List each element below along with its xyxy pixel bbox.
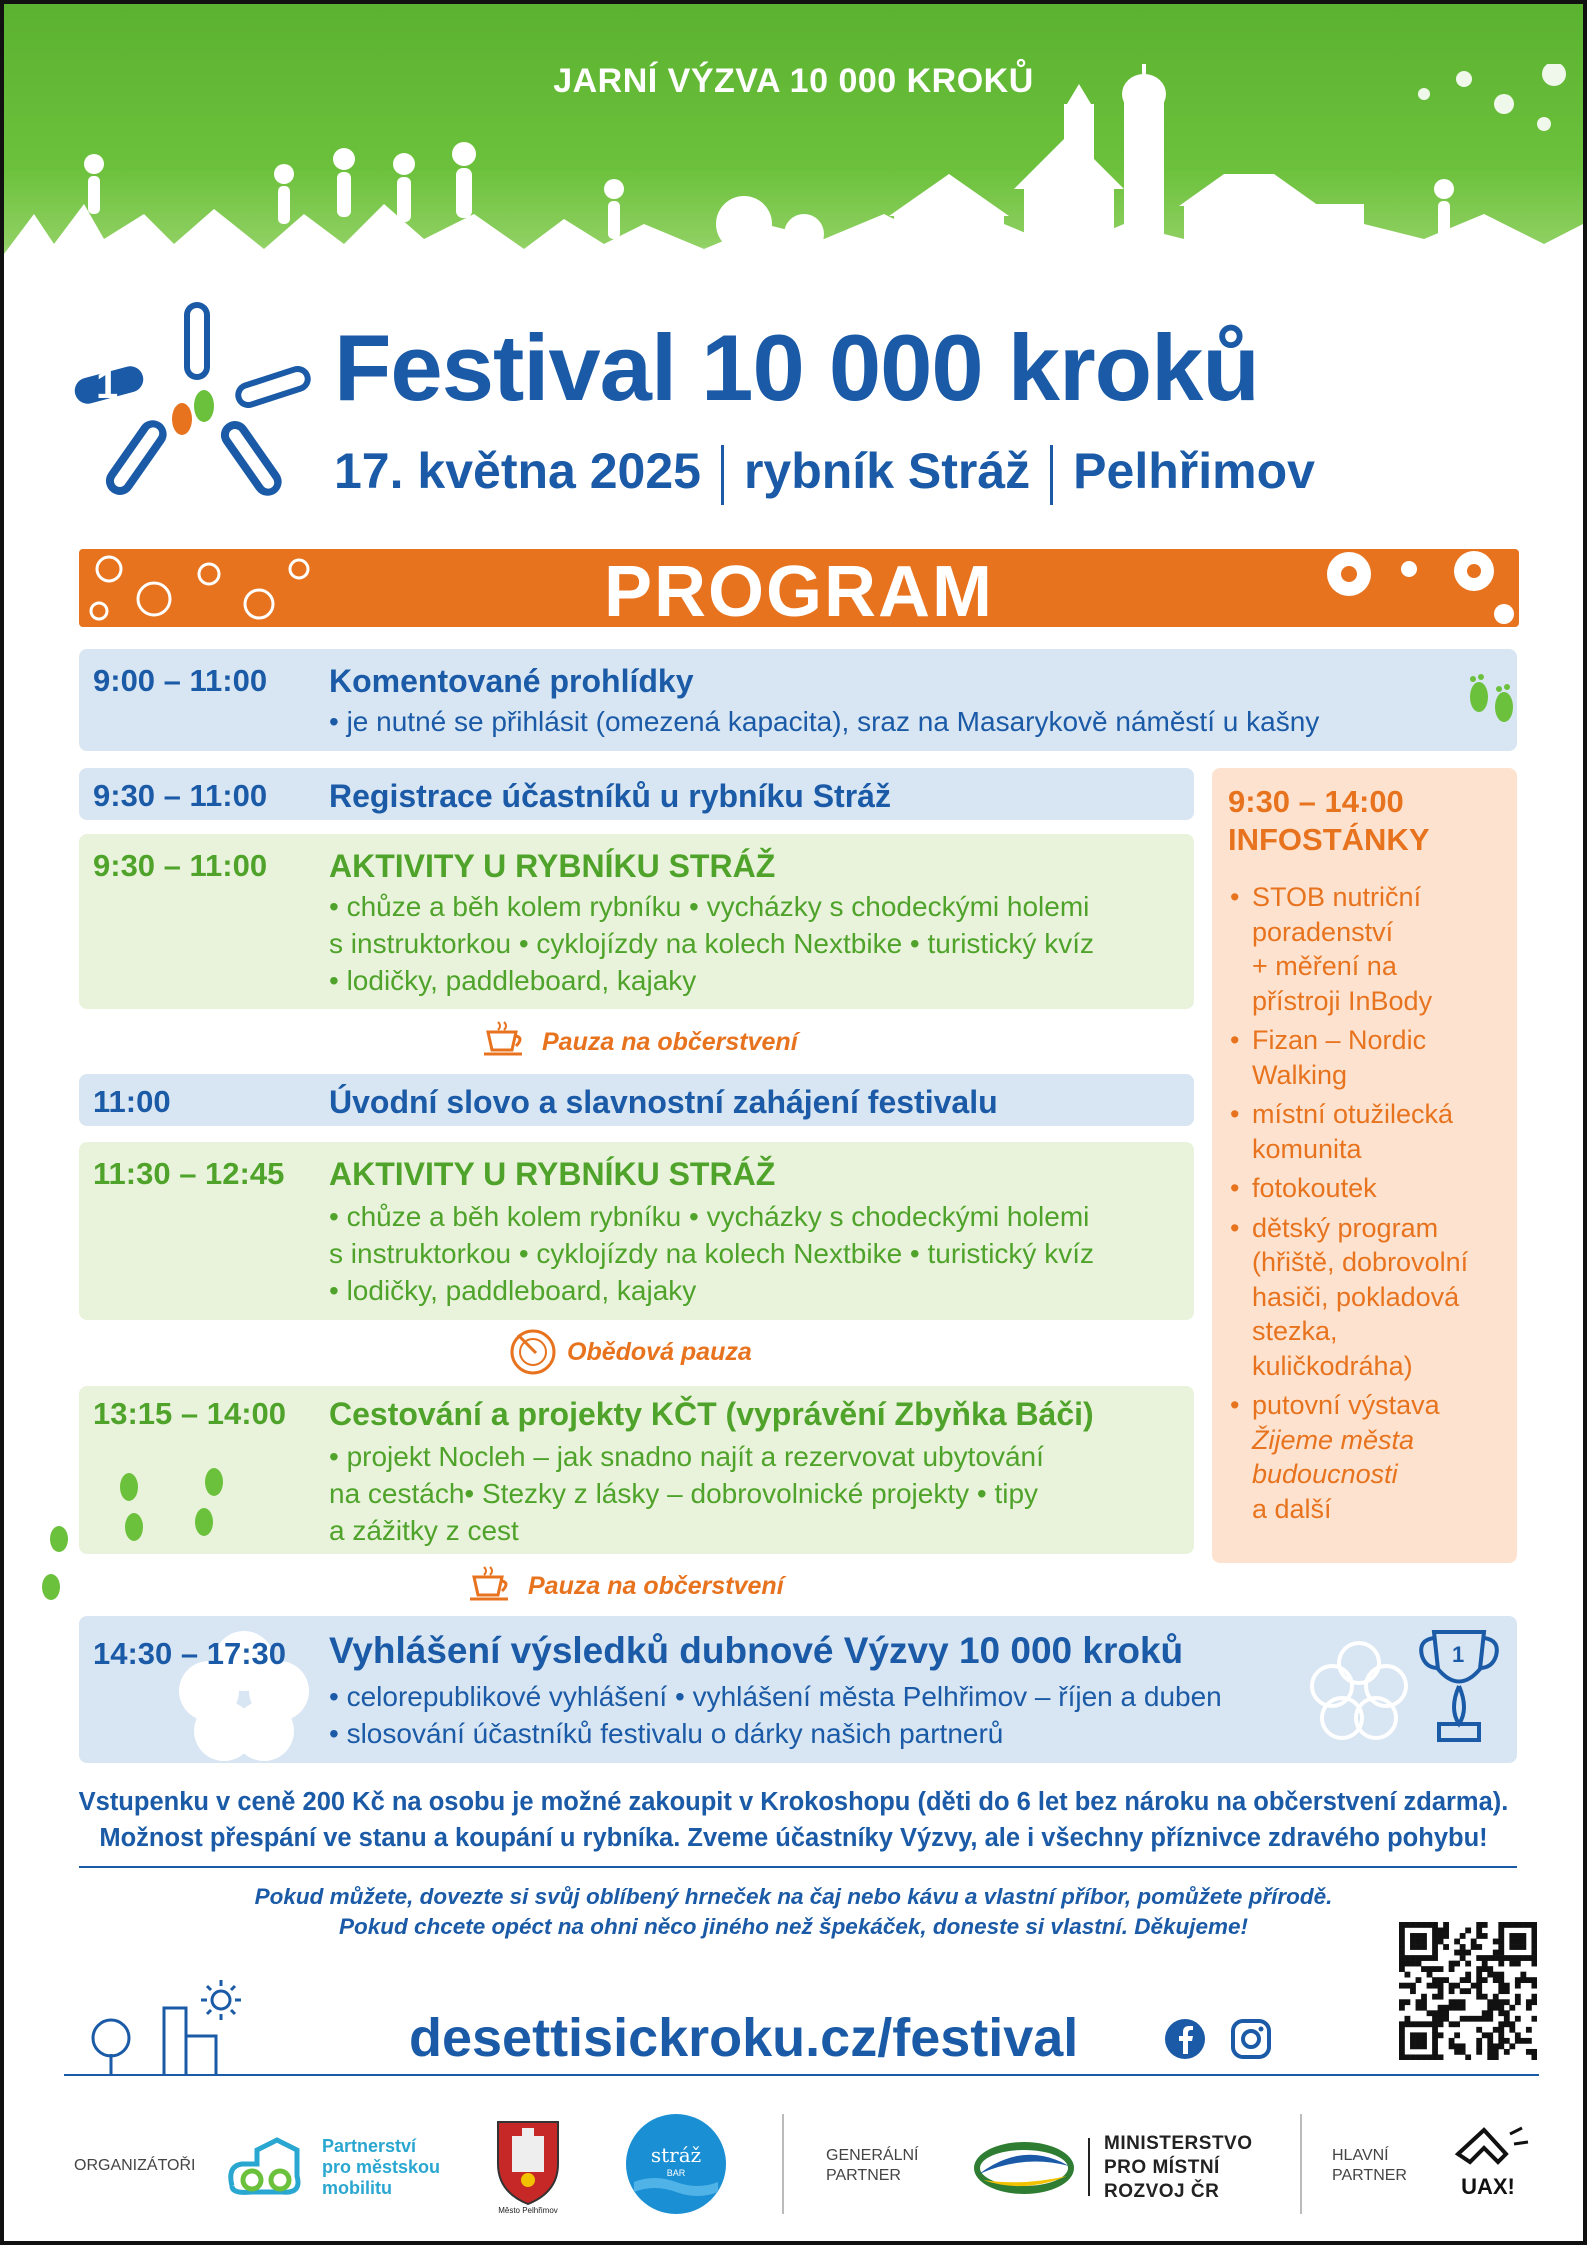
program-row bbox=[79, 1142, 1194, 1320]
row-text: a zážitky z cest bbox=[329, 1515, 519, 1546]
trophy-icon bbox=[1414, 1624, 1504, 1754]
separator bbox=[1050, 445, 1053, 505]
row-time: 13:15 – 14:00 bbox=[93, 1396, 287, 1431]
flower-decoration bbox=[1304, 1638, 1414, 1748]
plate-icon bbox=[508, 1327, 558, 1377]
footprints-icon bbox=[1459, 669, 1539, 729]
separator bbox=[1088, 2138, 1090, 2196]
program-row bbox=[79, 649, 1517, 751]
town-icons bbox=[86, 1976, 246, 2076]
svg-text:BAR: BAR bbox=[666, 2168, 686, 2178]
row-title: Komentované prohlídky bbox=[329, 663, 694, 699]
list-item: • putovní výstava Žijeme města budoucnosti a další bbox=[1228, 1388, 1513, 1526]
list-item: • místní otužilecká komunita bbox=[1228, 1097, 1513, 1166]
sun-icon bbox=[201, 1980, 241, 2020]
festival-city: Pelhřimov bbox=[1073, 443, 1315, 499]
pause-label: Obědová pauza bbox=[567, 1338, 752, 1366]
separator bbox=[1300, 2114, 1302, 2214]
partners-bar bbox=[4, 2084, 1583, 2244]
footprints-icon bbox=[29, 1519, 84, 1609]
row-time: 9:00 – 11:00 bbox=[93, 663, 268, 698]
festival-date: 17. května 2025 bbox=[334, 443, 701, 499]
row-time: 14:30 – 17:30 bbox=[93, 1636, 287, 1671]
row-text: • je nutné se přihlásit (omezená kapacita), sraz na Masarykově náměstí u kašny bbox=[329, 706, 1320, 737]
cup-icon bbox=[468, 1565, 514, 1603]
row-time: 9:30 – 11:00 bbox=[93, 848, 268, 883]
organizers-label: ORGANIZÁTOŘI bbox=[74, 2157, 196, 2174]
instagram-icon[interactable] bbox=[1230, 2018, 1272, 2060]
program-row bbox=[79, 1074, 1194, 1126]
svg-text:stráž: stráž bbox=[650, 2143, 702, 2167]
row-title: Úvodní slovo a slavnostní zahájení festivalu bbox=[329, 1084, 998, 1120]
row-title: AKTIVITY U RYBNÍKU STRÁŽ bbox=[329, 1156, 776, 1192]
separator bbox=[782, 2114, 784, 2214]
straz-bar-logo bbox=[624, 2112, 728, 2216]
ministry-logo bbox=[969, 2136, 1079, 2200]
infostand-panel bbox=[1212, 768, 1517, 1563]
list-item: • fotokoutek bbox=[1228, 1171, 1513, 1206]
mobility-label: Partnerství pro městskou mobilitu bbox=[322, 2136, 441, 2198]
eco-note: Pokud můžete, dovezte si svůj oblíbený hrneček na čaj nebo kávu a vlastní příbor, pomůžete přírodě. Pokud chcete opéct na ohni něco jiného než špekáček, doneste si vlastní. Děkujeme! bbox=[254, 1884, 1333, 1939]
row-text: • chůze a běh kolem rybníku • vycházky s chodeckými holemi bbox=[329, 1201, 1090, 1232]
list-item: • dětský program (hřiště, dobrovolní hasiči, pokladová stezka, kuličkodráha) bbox=[1228, 1211, 1513, 1384]
program-banner bbox=[79, 549, 1519, 627]
row-text: • slosování účastníků festivalu o dárky našich partnerů bbox=[329, 1718, 1004, 1749]
festival-place: rybník Stráž bbox=[743, 443, 1031, 499]
row-time: 11:30 – 12:45 bbox=[93, 1156, 285, 1191]
row-text: • lodičky, paddleboard, kajaky bbox=[329, 965, 697, 996]
svg-text:Město Pelhřimov: Město Pelhřimov bbox=[498, 2206, 558, 2214]
row-text: s instruktorkou • cyklojízdy na kolech Nextbike • turistický kvíz bbox=[329, 928, 1094, 959]
row-title: Registrace účastníků u rybníku Stráž bbox=[329, 778, 891, 814]
cup-icon bbox=[482, 1020, 528, 1058]
row-time: 9:30 – 11:00 bbox=[93, 778, 268, 813]
program-row bbox=[79, 1616, 1517, 1763]
city-coat-of-arms bbox=[490, 2114, 566, 2214]
svg-text:1: 1 bbox=[1452, 1642, 1465, 1667]
row-title: Vyhlášení výsledků dubnové Výzvy 10 000 kroků bbox=[329, 1630, 1184, 1671]
separator bbox=[721, 445, 724, 505]
divider bbox=[79, 1866, 1517, 1868]
list-item: • Fizan – Nordic Walking bbox=[1228, 1023, 1513, 1092]
svg-text:UAX!: UAX! bbox=[1461, 2174, 1515, 2199]
row-title: Cestování a projekty KČT (vyprávění Zbyňka Báči) bbox=[329, 1396, 1094, 1432]
facebook-icon[interactable] bbox=[1164, 2018, 1206, 2060]
program-row bbox=[79, 1386, 1194, 1554]
row-text: • celorepublikové vyhlášení • vyhlášení města Pelhřimov – říjen a duben bbox=[329, 1681, 1222, 1712]
festival-logo bbox=[74, 294, 314, 514]
footprints-icon bbox=[104, 1462, 244, 1552]
mobility-logo bbox=[222, 2136, 312, 2200]
uax-logo bbox=[1444, 2124, 1534, 2204]
website-link[interactable]: desettisickroku.cz/festival bbox=[409, 2008, 1079, 2068]
svg-text:1: 1 bbox=[96, 363, 119, 407]
building-icon bbox=[164, 2008, 216, 2074]
main-partner-label: HLAVNÍ PARTNER bbox=[1332, 2147, 1407, 2184]
divider bbox=[64, 2074, 1539, 2076]
pause-label: Pauza na občerstvení bbox=[528, 1572, 784, 1600]
festival-subtitle bbox=[334, 442, 1315, 505]
infostand-time: 9:30 – 14:00 bbox=[1228, 784, 1404, 819]
program-row bbox=[79, 834, 1194, 1009]
ticket-info: Vstupenku v ceně 200 Kč na osobu je možné zakoupit v Krokoshopu (děti do 6 let bez nároku na občerstvení zdarma). Možnost přespání ve stanu a koupání u rybníka. Zveme účastníky Výzvy, ale i všechny příznivce zdravého pohybu! bbox=[78, 1788, 1509, 1852]
row-time: 11:00 bbox=[93, 1084, 171, 1119]
row-text: • lodičky, paddleboard, kajaky bbox=[329, 1275, 697, 1306]
list-item: • STOB nutriční poradenství + měření na přístroji InBody bbox=[1228, 880, 1513, 1018]
row-text: • chůze a běh kolem rybníku • vycházky s chodeckými holemi bbox=[329, 891, 1090, 922]
infostand-list bbox=[1228, 880, 1513, 1531]
row-title: AKTIVITY U RYBNÍKU STRÁŽ bbox=[329, 848, 776, 884]
row-text: s instruktorkou • cyklojízdy na kolech Nextbike • turistický kvíz bbox=[329, 1238, 1094, 1269]
qr-code-icon[interactable] bbox=[1399, 1922, 1537, 2060]
general-partner-label: GENERÁLNÍ PARTNER bbox=[826, 2147, 919, 2184]
infostand-title: INFOSTÁNKY bbox=[1228, 822, 1430, 857]
program-label: PROGRAM bbox=[604, 552, 994, 627]
festival-title: Festival 10 000 kroků bbox=[334, 315, 1259, 420]
pause-label: Pauza na občerstvení bbox=[542, 1028, 798, 1056]
ministry-label: MINISTERSTVO PRO MÍSTNÍ ROZVOJ ČR bbox=[1104, 2133, 1253, 2202]
campaign-title: JARNÍ VÝZVA 10 000 KROKŮ bbox=[553, 62, 1034, 100]
header-banner bbox=[4, 4, 1583, 304]
program-row bbox=[79, 768, 1194, 820]
tree-icon bbox=[93, 2020, 129, 2074]
row-text: • projekt Nocleh – jak snadno najít a rezervovat ubytování bbox=[329, 1441, 1044, 1472]
row-text: na cestách• Stezky z lásky – dobrovolnické projekty • tipy bbox=[329, 1478, 1039, 1509]
